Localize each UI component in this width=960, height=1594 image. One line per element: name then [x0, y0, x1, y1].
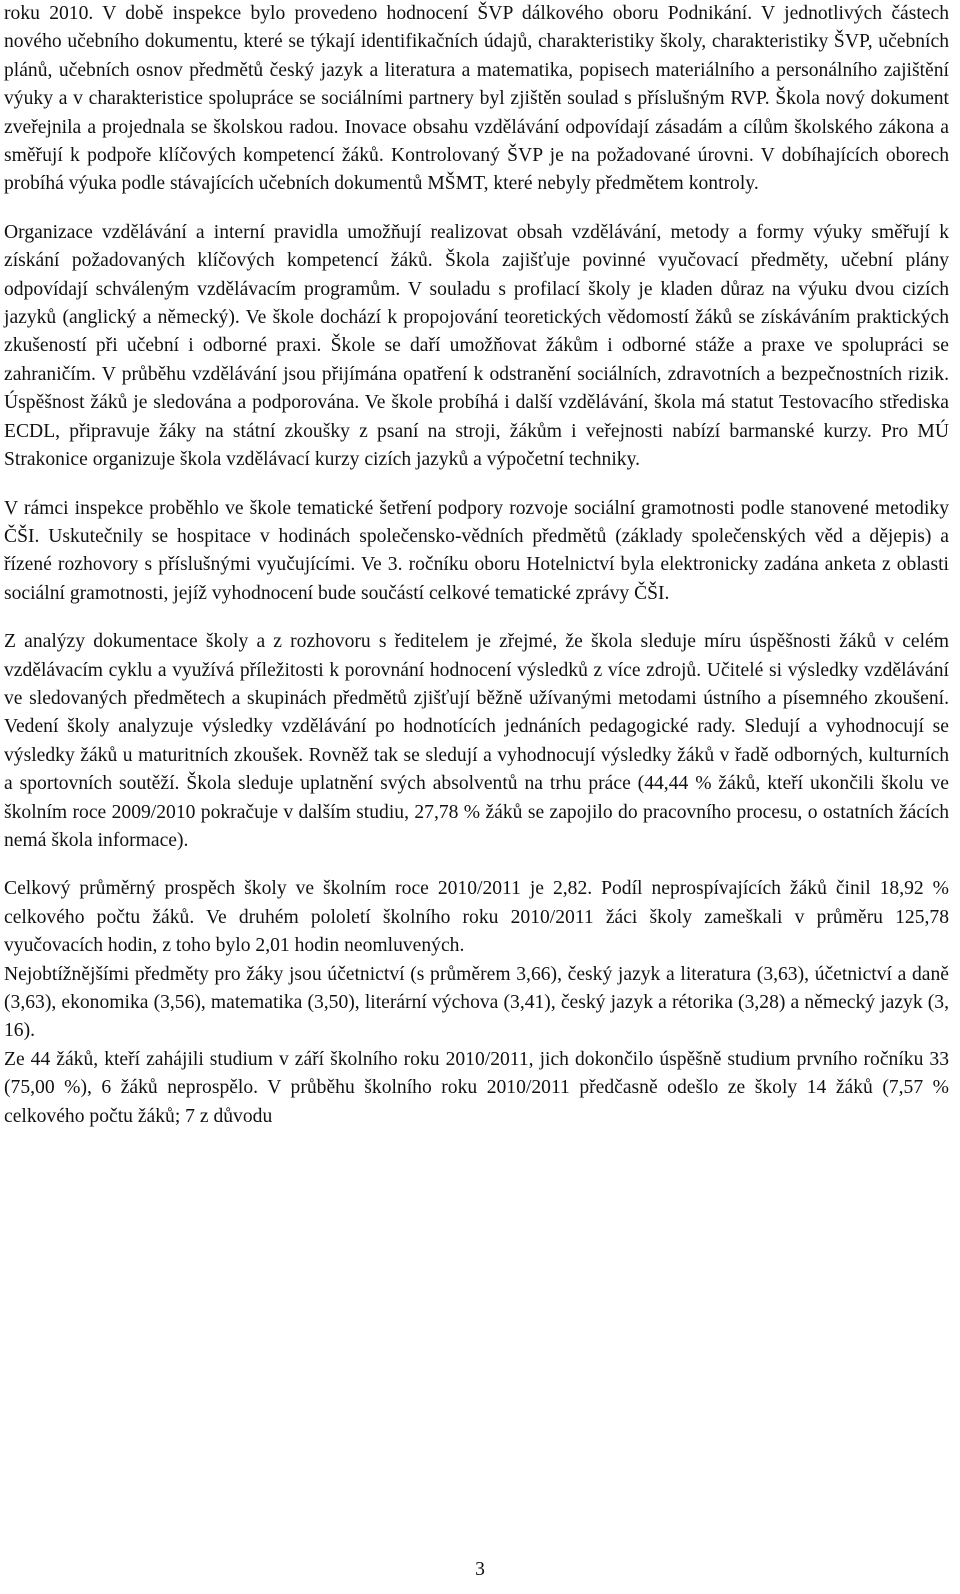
- paragraph-education-organization: Organizace vzdělávání a interní pravidla umožňují realizovat obsah vzdělávání, metody a formy výuky směřují k získání požadovaných klíčových kompetencí žáků. Škola zajišťuje povinné vyučovací předměty, učební plány odpovídají schváleným vzdělávacím programům. V souladu s profilací školy je kladen důraz na výuku dvou cizích jazyků (anglický a německý). Ve škole dochází k propojování teoretických vědomostí žáků se získáváním praktických zkušeností při učební i odborné praxi. Škole se daří umožňovat žákům i odborné stáže a praxe ve spolupráci se zahraničím. V průběhu vzdělávání jsou přijímána opatření k odstranění sociálních, zdravotních a bezpečnostních rizik. Úspěšnost žáků je sledována a podporována. Ve škole probíhá i další vzdělávání, škola má statut Testovacího střediska ECDL, připravuje žáky na státní zkoušky z psaní na stroji, žákům i veřejnosti nabízí barmanské kurzy. Pro MÚ Strakonice organizuje škola vzdělávací kurzy cizích jazyků a výpočetní techniky.: [4, 221, 949, 471]
- paragraph-difficult-subjects: Nejobtížnějšími předměty pro žáky jsou účetnictví (s průměrem 3,66), český jazyk a literatura (3,63), účetnictví a daně (3,63), ekonomika (3,56), matematika (3,50), literární výchova (3,41), český jazyk a rétorika (3,28) a německý jazyk (3, 16).: [4, 963, 949, 1042]
- page-number: 3: [475, 1559, 485, 1580]
- paragraph-social-literacy: V rámci inspekce proběhlo ve škole tematické šetření podpory rozvoje sociální gramotnosti podle stanovené metodiky ČŠI. Uskutečnily se hospitace v hodinách společensko-vědních předmětů (základy společenských věd a dějepis) a řízené rozhovory s příslušnými vyučujícími. Ve 3. ročníku oboru Hotelnictví byla elektronicky zadána anketa z oblasti sociální gramotnosti, jejíž vyhodnocení bude součástí celkové tematické zprávy ČŠI.: [4, 497, 949, 604]
- paragraph-average-grades: Celkový průměrný prospěch školy ve školním roce 2010/2011 je 2,82. Podíl neprospívajících žáků činil 18,92 % celkového počtu žáků. Ve druhém pololetí školního roku 2010/2011 žáci školy zameškali v průměru 125,78 vyučovacích hodin, z toho bylo 2,01 hodin neomluvených.: [4, 878, 949, 957]
- paragraph-results-analysis: Z analýzy dokumentace školy a z rozhovoru s ředitelem je zřejmé, že škola sleduje míru úspěšnosti žáků v celém vzdělávacím cyklu a využívá příležitosti k porovnání hodnocení výsledků z více zdrojů. Učitelé si výsledky vzdělávání ve sledovaných předmětech a skupinách předmětů zjišťují běžně užívanými metodami ústního a písemného zkoušení. Vedení školy analyzuje výsledky vzdělávání po hodnotících jednáních pedagogické rady. Sledují a vyhodnocují se výsledky žáků u maturitních zkoušek. Rovněž tak se sledují a vyhodnocují výsledky žáků v řadě odborných, kulturních a sportovních soutěží. Škola sleduje uplatnění svých absolventů na trhu práce (44,44 % žáků, kteří ukončili školu ve školním roce 2009/2010 pokračuje v dalším studiu, 27,78 % žáků se zapojilo do pracovního procesu, o ostatních žácích nemá škola informace).: [4, 631, 949, 851]
- paragraph-svp-evaluation: roku 2010. V době inspekce bylo provedeno hodnocení ŠVP dálkového oboru Podnikání. V jednotlivých částech nového učebního dokumentu, které se týkají identifikačních údajů, charakteristiky školy, charakteristiky ŠVP, učebních plánů, učebních osnov předmětů český jazyk a literatura a matematika, popisech materiálního a personálního zajištění výuky a v charakteristice spolupráce se sociálními partnery byl zjištěn soulad s příslušným RVP. Škola nový dokument zveřejnila a projednala se školskou radou. Inovace obsahu vzdělávání odpovídají zásadám a cílům školského zákona a směřují k podpoře klíčových kompetencí žáků. Kontrolovaný ŠVP je na požadované úrovni. V dobíhajících oborech probíhá výuka podle stávajících učebních dokumentů MŠMT, které nebyly předmětem kontroly.: [4, 3, 949, 195]
- paragraph-first-year-completion: Ze 44 žáků, kteří zahájili studium v září školního roku 2010/2011, jich dokončilo úspěšně studium prvního ročníku 33 (75,00 %), 6 žáků neprospělo. V průběhu školního roku 2010/2011 předčasně odešlo ze školy 14 žáků (7,57 % celkového počtu žáků; 7 z důvodu: [4, 1048, 949, 1127]
